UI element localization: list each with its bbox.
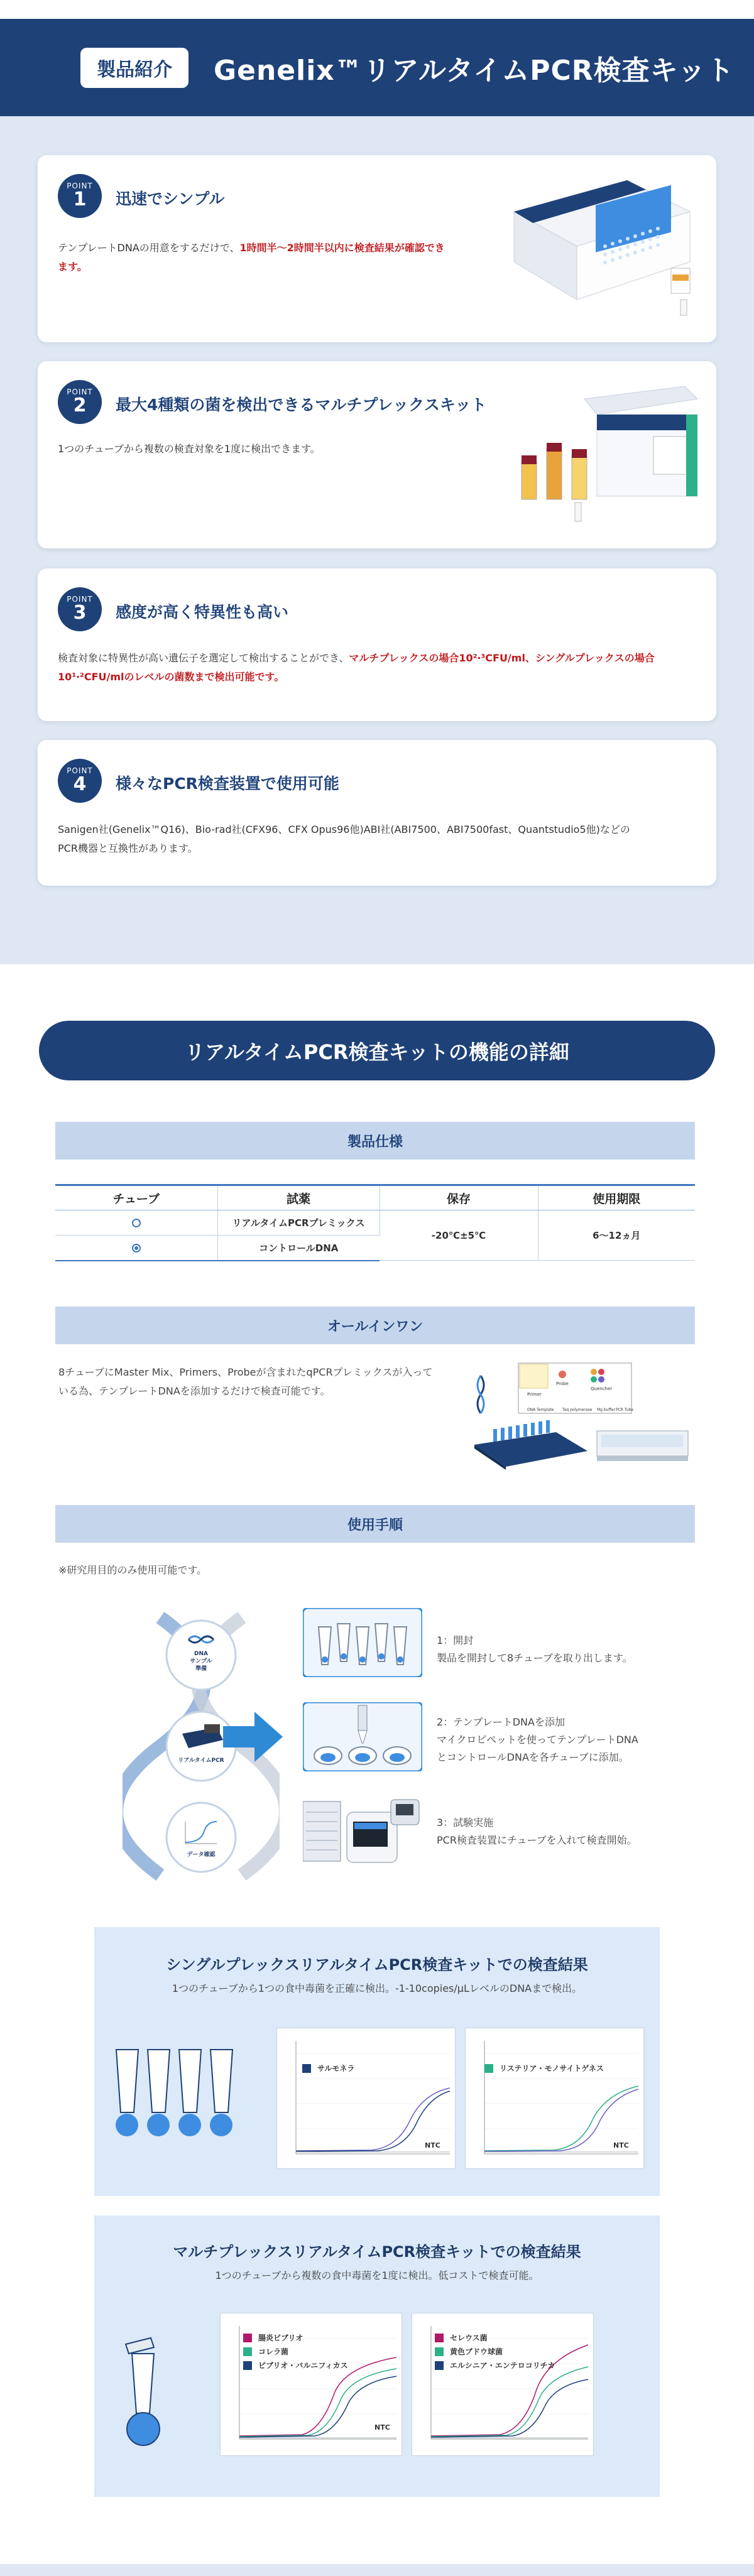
badge-number: 3	[73, 602, 87, 624]
point-text-plain: テンプレートDNAの用意をするだけで、	[58, 242, 240, 254]
legend-swatch	[484, 2064, 493, 2073]
badge-number: 2	[73, 394, 87, 417]
step-title: 3：試験実施	[437, 1817, 494, 1829]
legend-swatch	[243, 2361, 252, 2370]
illus-label-template: DNA Template	[527, 1408, 554, 1412]
legend-item	[243, 2360, 347, 2371]
point-title-3: 感度が高く特異性も高い	[116, 603, 289, 621]
step2-text	[437, 1714, 638, 1766]
cycle-label-dna: 準備	[195, 1666, 207, 1672]
point-card-1	[38, 155, 716, 342]
singleplex-subtitle: 1つのチューブから1つの食中毒菌を正確に検出。-1-10copies/µLレベルのDNAまで検出。	[172, 1982, 582, 1994]
expiry-value: 6〜12ヵ月	[538, 1210, 695, 1261]
legend-item	[435, 2332, 488, 2343]
allinone-text	[58, 1363, 448, 1401]
ntc-label: NTC	[425, 2141, 440, 2149]
legend-item	[302, 2063, 354, 2073]
spec-header-storage: 保存	[380, 1185, 538, 1210]
step-desc: マイクロピペットを使ってテンプレートDNA	[437, 1734, 638, 1746]
singleplex-result-panel	[94, 1927, 660, 2196]
legend-label: サルモネラ	[317, 2064, 355, 2073]
legend-swatch	[243, 2334, 252, 2342]
badge-number: 1	[73, 188, 87, 211]
legend-swatch	[435, 2334, 444, 2342]
tube-rack-icon	[474, 1420, 587, 1470]
multiplex-kit-image	[509, 386, 697, 531]
legend-label: エルシニア・エンテロコリチカ	[450, 2361, 555, 2370]
single-tubes-illustration	[110, 2037, 254, 2156]
illus-label-taq: Taq polymerase	[562, 1408, 593, 1412]
multiplex-chart-1	[220, 2313, 402, 2456]
pcr-device-icon	[347, 1812, 397, 1862]
spec-header-expiry: 使用期限	[538, 1185, 695, 1210]
point-badge-1	[58, 174, 102, 218]
illus-label-probe: Probe	[556, 1381, 569, 1386]
legend-label: セレウス菌	[450, 2334, 488, 2342]
legend-label: コレラ菌	[258, 2347, 289, 2356]
legend-item	[435, 2360, 555, 2371]
point-badge-4	[58, 759, 102, 803]
ntc-label: NTC	[613, 2141, 629, 2149]
multiplex-chart-2	[412, 2313, 594, 2456]
badge-label: POINT	[67, 182, 93, 191]
badge-label: POINT	[67, 595, 93, 604]
singleplex-title: シングルプレックスリアルタイムPCR検査キットでの検査結果	[166, 1956, 588, 1974]
product-box-image	[501, 174, 696, 318]
point-text-red: マルチプレックスの場合10²‧³CFU/ml、シングルプレックスの場合	[349, 652, 655, 664]
badge-number: 4	[73, 773, 87, 796]
table-row	[55, 1210, 695, 1236]
tube-open-icon	[55, 1210, 217, 1236]
point-title-4: 様々なPCR検査装置で使用可能	[116, 774, 339, 793]
pcr-device-icon	[597, 1431, 688, 1461]
legend-swatch	[302, 2064, 311, 2073]
step-title: 2：テンプレートDNAを添加	[437, 1716, 565, 1728]
spec-table	[55, 1184, 695, 1261]
point-text-line: Sanigen社(Genelix™Q16)、Bio-rad社(CFX96、CFX Opus96他)ABI社(ABI7500、ABI7500fast、Quantstudio5他)などの	[58, 823, 630, 835]
multiplex-title: マルチプレックスリアルタイムPCR検査キットでの検査結果	[173, 2243, 581, 2261]
allinone-text-line: 8チューブにMaster Mix、Primers、Probeが含まれたqPCRプレミックスが入って	[58, 1366, 433, 1378]
point-title-2: 最大4種類の菌を検出できるマルチプレックスキット	[116, 396, 487, 414]
procedure-note: ※研究用目的のみ使用可能です。	[58, 1564, 207, 1576]
point-text-red: 1時間半〜2時間半以内に検査結果が確認できます。	[58, 242, 445, 273]
ntc-label: NTC	[374, 2423, 390, 2432]
series-curve	[431, 2379, 588, 2437]
cycle-label-data: データ確認	[187, 1852, 216, 1858]
illus-label-mg: Mg buffer	[597, 1408, 615, 1412]
badge-label: POINT	[67, 388, 93, 397]
spec-header-tube: チューブ	[55, 1185, 217, 1210]
point-text-1	[58, 239, 447, 276]
legend-item	[243, 2346, 288, 2357]
illus-label-quencher: Quencher	[591, 1386, 613, 1391]
point-text-line: PCR機器と互換性があります。	[58, 842, 198, 854]
spec-header-row	[55, 1185, 695, 1210]
step3-image	[303, 1796, 422, 1866]
legend-label: 腸炎ビブリオ	[258, 2334, 303, 2342]
series-curve	[431, 2367, 588, 2437]
bottom-band	[0, 2564, 754, 2576]
legend-item	[243, 2332, 303, 2343]
header	[0, 19, 754, 116]
point-card-3	[38, 568, 716, 721]
point-text-2: 1つのチューブから複数の検査対象を1度に検出できます。	[58, 443, 320, 455]
point-badge-3	[58, 587, 102, 631]
legend-swatch	[435, 2361, 444, 2370]
spec-header-reagent: 試薬	[217, 1185, 380, 1210]
step-desc: 製品を開封して8チューブを取り出します。	[437, 1652, 633, 1664]
cycle-label-pcr: リアルタイムPCR	[178, 1758, 224, 1764]
page-title: Genelix™リアルタイムPCR検査キット	[214, 54, 735, 87]
storage-value: -20℃±5℃	[380, 1210, 538, 1261]
legend-item	[435, 2346, 503, 2357]
illus-label-tube: PCR Tube	[616, 1408, 633, 1412]
dna-icon	[478, 1376, 484, 1413]
point-text-4	[58, 820, 692, 858]
singleplex-chart-1	[276, 2028, 456, 2169]
allinone-illustration	[468, 1357, 694, 1470]
point-badge-2	[58, 380, 102, 424]
point-title-1: 迅速でシンプル	[116, 190, 225, 208]
allinone-text-line: いる為、テンプレートDNAを添加するだけで検査可能です。	[58, 1385, 331, 1397]
step1-text	[437, 1632, 633, 1667]
spec-title-bar: 製品仕様	[55, 1122, 695, 1160]
arrow-right-icon	[223, 1709, 286, 1765]
legend-label: ビブリオ・バルニフィカス	[258, 2361, 348, 2370]
step-title: 1：開封	[437, 1634, 474, 1646]
legend-swatch	[435, 2347, 444, 2356]
point-card-2	[38, 361, 716, 548]
multiplex-subtitle: 1つのチューブから複数の食中毒菌を1度に検出。低コストで検査可能。	[215, 2269, 539, 2281]
points-section	[0, 116, 754, 964]
allinone-title-bar: オールインワン	[55, 1307, 695, 1344]
legend-item	[484, 2063, 604, 2073]
tube-icon	[116, 2050, 232, 2112]
tube-icon	[132, 2354, 154, 2413]
reagent-control: コントロールDNA	[217, 1236, 380, 1261]
probe-icon	[559, 1371, 566, 1378]
multiplex-result-panel	[94, 2215, 660, 2497]
legend-swatch	[243, 2347, 252, 2356]
tube-dot-icon	[55, 1236, 217, 1261]
step3-text	[437, 1814, 637, 1849]
procedure-title-bar: 使用手順	[55, 1505, 695, 1543]
series-curve	[431, 2345, 588, 2436]
legend-label: リステリア・モノサイトゲネス	[500, 2064, 604, 2073]
point-text-red: 10¹‧²CFU/mlのレベルの菌数まで検出可能です。	[58, 671, 285, 683]
reagent-premix: リアルタイムPCRプレミックス	[217, 1210, 380, 1236]
header-tag: 製品紹介	[80, 48, 188, 88]
cycle-label-dna: サンプル	[190, 1658, 212, 1665]
illus-label-primer: Primer	[527, 1392, 542, 1397]
multi-tube-illustration	[119, 2332, 170, 2457]
step1-image	[303, 1608, 422, 1677]
series-curve	[239, 2376, 396, 2437]
point-text-plain: 検査対象に特異性が高い遺伝子を選定して検出することができ、	[58, 652, 349, 664]
top-band	[0, 0, 754, 19]
step2-image	[303, 1702, 422, 1771]
step-desc: とコントロールDNAを各チューブに添加。	[437, 1751, 629, 1763]
step-desc: PCR検査装置にチューブを入れて検査開始。	[437, 1834, 637, 1846]
reagent-tubes-icon	[522, 443, 587, 521]
point-card-4	[38, 740, 716, 886]
series-curve	[239, 2369, 396, 2437]
badge-label: POINT	[67, 766, 93, 776]
point-text-3	[58, 649, 692, 687]
detail-banner: リアルタイムPCR検査キットの機能の詳細	[39, 1021, 715, 1080]
cycle-label-dna: DNA	[194, 1651, 208, 1657]
legend-label: 黄色ブドウ球菌	[450, 2347, 503, 2356]
singleplex-chart-2	[465, 2028, 644, 2169]
